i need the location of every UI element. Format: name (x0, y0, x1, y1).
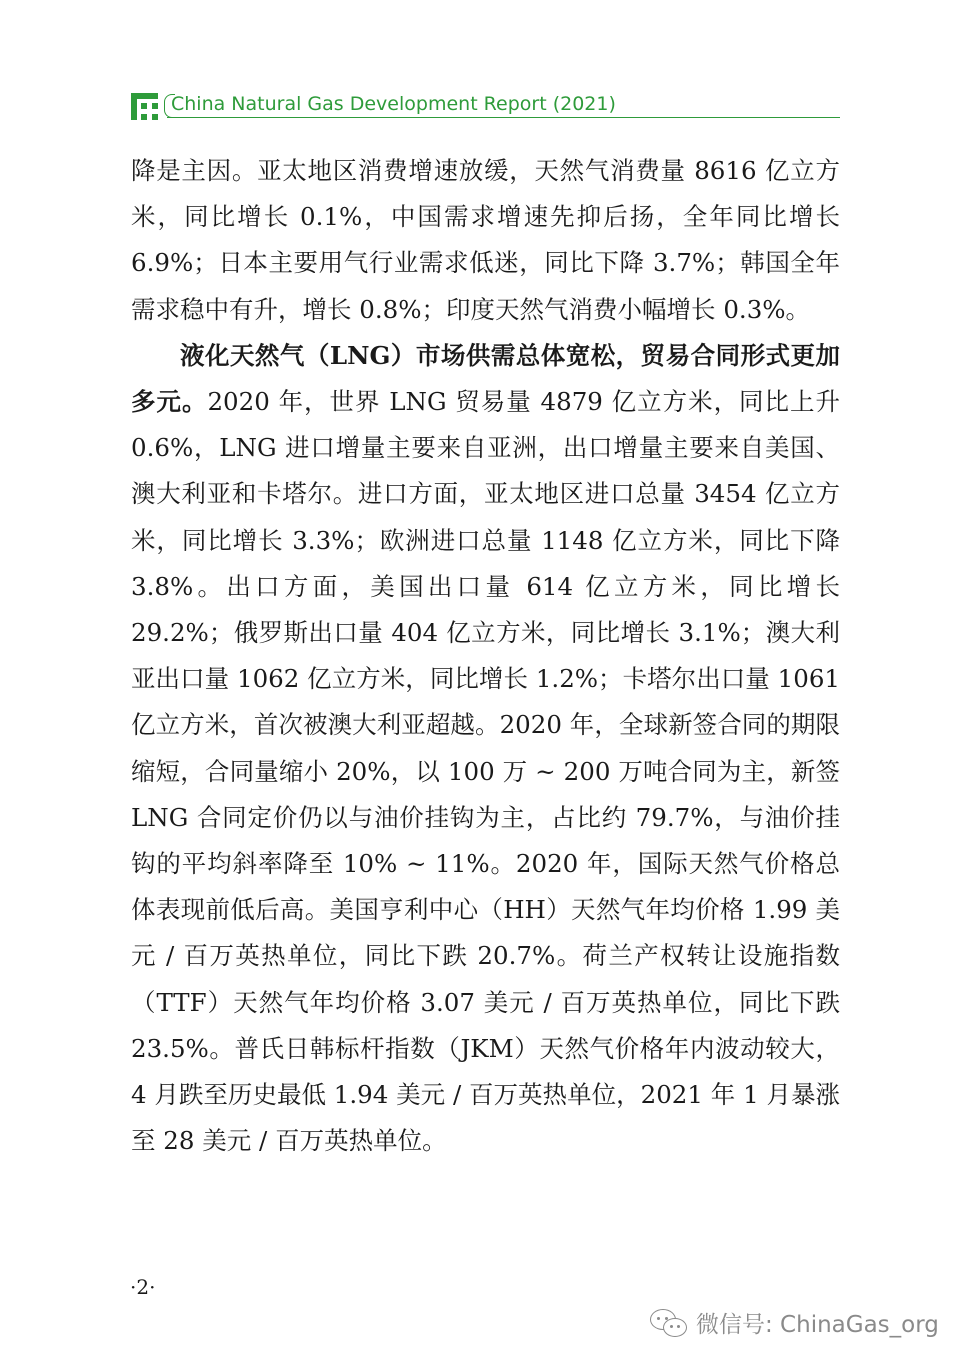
paragraph-2-heading: 液化天然气（LNG）市场供需总体宽松，贸易合同形式更加多元。 (131, 340, 840, 417)
paragraph-1: 降是主因。亚太地区消费增速放缓，天然气消费量 8616 亿立方米，同比增长 0.1%，中国需求增速先抑后扬，全年同比增长 6.9%；日本主要用气行业需求低迷，同比下降 3.7%；韩国全年需求稳中有升，增长 0.8%；印度天然气消费小幅增长 0.3%。 (131, 156, 840, 324)
paragraph-2 (131, 333, 840, 1165)
watermark-text: 微信号: ChinaGas_org (696, 1311, 939, 1338)
cnpc-grid-logo-icon (131, 93, 158, 120)
wechat-icon (650, 1307, 688, 1337)
body-text (131, 148, 840, 1164)
page-number: ·2· (130, 1275, 156, 1299)
page-header (131, 91, 840, 121)
paragraph-2-text: 2020 年，世界 LNG 贸易量 4879 亿立方米，同比上升 0.6%，LNG 进口增量主要来自亚洲，出口增量主要来自美国、澳大利亚和卡塔尔。进口方面，亚太地区进口总量 3454 亿立方米，同比增长 3.3%；欧洲进口总量 1148 亿立方米，同比下降 3.8%。出口方面，美国出口量 614 亿立方米，同比增长 29.2%；俄罗斯出口量 404 亿立方米，同比增长 3.1%；澳大利亚出口量 1062 亿立方米，同比增长 1.2%；卡塔尔出口量 1061 亿立方米，首次被澳大利亚超越。2020 年，全球新签合同的期限缩短，合同量缩小 20%，以 100 万 ~ 200 万吨合同为主，新签 LNG 合同定价仍以与油价挂钩为主，占比约 79.7%，与油价挂钩的平均斜率降至 10% ~ 11%。2020 年，国际天然气价格总体表现前低后高。美国亨利中心（HH）天然气年均价格 1.99 美元 / 百万英热单位，同比下跌 20.7%。荷兰产权转让设施指数（TTF）天然气年均价格 3.07 美元 / 百万英热单位，同比下跌 23.5%。普氏日韩标杆指数（JKM）天然气价格年内波动较大，4 月跌至历史最低 1.94 美元 / 百万英热单位，2021 年 1 月暴涨至 28 美元 / 百万英热单位。 (131, 387, 841, 1156)
wechat-watermark (650, 1305, 939, 1339)
header-title: China Natural Gas Development Report (2021) (171, 93, 616, 115)
header-divider (167, 117, 840, 118)
